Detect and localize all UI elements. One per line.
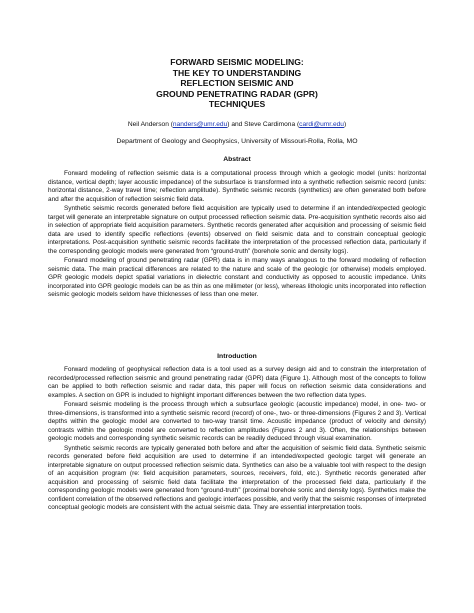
introduction-heading: Introduction [217,353,257,360]
author-2-name: Steve Cardimona [244,121,296,128]
title-line-2: THE KEY TO UNDERSTANDING [172,67,302,78]
author-2-email-link[interactable]: cardi@umr.edu [299,121,344,128]
abstract-body [48,170,426,300]
title-line-5: TECHNIQUES [208,99,266,110]
paper-title [0,57,474,110]
title-line-4: GROUND PENETRATING RADAR (GPR) [156,88,318,99]
abstract-heading: Abstract [223,156,251,163]
author-line: Neil Anderson (nanders@umr.edu) and Steve Cardimona (cardi@umr.edu) [127,121,347,128]
affiliation: Department of Geology and Geophysics, University of Missouri-Rolla, Rolla, MO [116,138,358,145]
introduction-paragraph: Synthetic seismic records are typically generated both before and after the acquisition of seismic field data. Synthetic seismic records generated before field acquisition are used to determine if an intended/expected geologic target will generate an interpretable signature on output processed reflection seismic data. Synthetics can also be a valuable tool with respect to the design of an acquisition program (re: field acquisition parameters, sources, receivers, fold, etc.). Synthetic records generated after acquisition and processing of seismic field data facilitate the interpretation of the processed field data, particularly if the corresponding geologic models were generated from “ground-truth” (proximal borehole sonic and density logs). Synthetics make the confident correlation of the observed reflections and geologic interfaces possible, and verify that the seismic responses of interpreted conceptual geologic models are consistent with the actual seismic data. They are essential interpretation tools. [48,444,426,511]
abstract-paragraph: Forward modeling of reflection seismic data is a computational process through which a geologic model (units: horizontal distance, vertical depth; layer acoustic impedance) of the subsurface is transformed into a synthetic reflection seismic record (units: horizontal distance, 2-way travel time; reflection amplitude). Synthetic seismic records (synthetics) are often generated both before and after the acquisition of reflection seismic field data. [48,170,426,203]
author-joiner: and [231,121,243,128]
author-1-email-link[interactable]: nanders@umr.edu [172,121,228,128]
introduction-paragraph: Forward seismic modeling is the process through which a subsurface geologic (acoustic impedance) model, in one- two- or three-dimensions, is transformed into a synthetic seismic record (record) of one-, two- or three-dimensions (Figures 2 and 3). Vertical depths within the geologic model are converted to two-way transit time. Acoustic impedance (product of velocity and density) contrasts within the geologic model are converted to reflection amplitudes (Figures 2 and 3). Often, the relationships between geologic models and corresponding synthetic seismic records can be readily deduced through visual examination. [48,401,426,442]
introduction-paragraph: Forward modeling of geophysical reflection data is a tool used as a survey design aid and to constrain the interpretation of recorded/processed reflection seismic and ground penetrating radar (GPR) data (Figure 1). Although most of the concepts to follow can be applied to both reflection seismic and radar data, this paper will focus on reflection seismic data considerations and examples. A section on GPR is included to highlight important differences between the two reflection data types. [48,366,426,399]
abstract-paragraph: Synthetic seismic records generated before field acquisition are typically used to determine if an intended/expected geologic target will generate an interpretable signature on output processed reflection seismic data. Pre-acquisition synthetic records also aid in selection of appropriate field acquisition parameters. Synthetic records generated after acquisition and processing of seismic field data are used to identify specific reflections (events) observed on field seismic data and to constrain conceptual geologic interpretations. Post-acquisition synthetic seismic records facilitate the interpretation of the processed reflection data, particularly if the corresponding geologic models were generated from “ground-truth” (borehole sonic and density logs). [48,205,426,255]
introduction-body [48,366,426,513]
title-line-1: FORWARD SEISMIC MODELING: [170,57,304,67]
author-1-name: Neil Anderson [127,121,169,128]
title-line-3: REFLECTION SEISMIC AND [180,78,294,89]
abstract-paragraph: Forward modeling of ground penetrating radar (GPR) data is in many ways analogous to the forward modeling of reflection seismic data. The main practical differences are related to the nature and scale of the geologic (or otherwise) models employed. GPR geologic models depict spatial variations in dielectric constant and conductivity as opposed to acoustic impedance. Units incorporated into GPR geologic models can be as thin as one millimeter (or less), whereas lithologic units incorporated into reflection seismic geologic models seldom have thicknesses of less than one meter. [48,257,426,298]
